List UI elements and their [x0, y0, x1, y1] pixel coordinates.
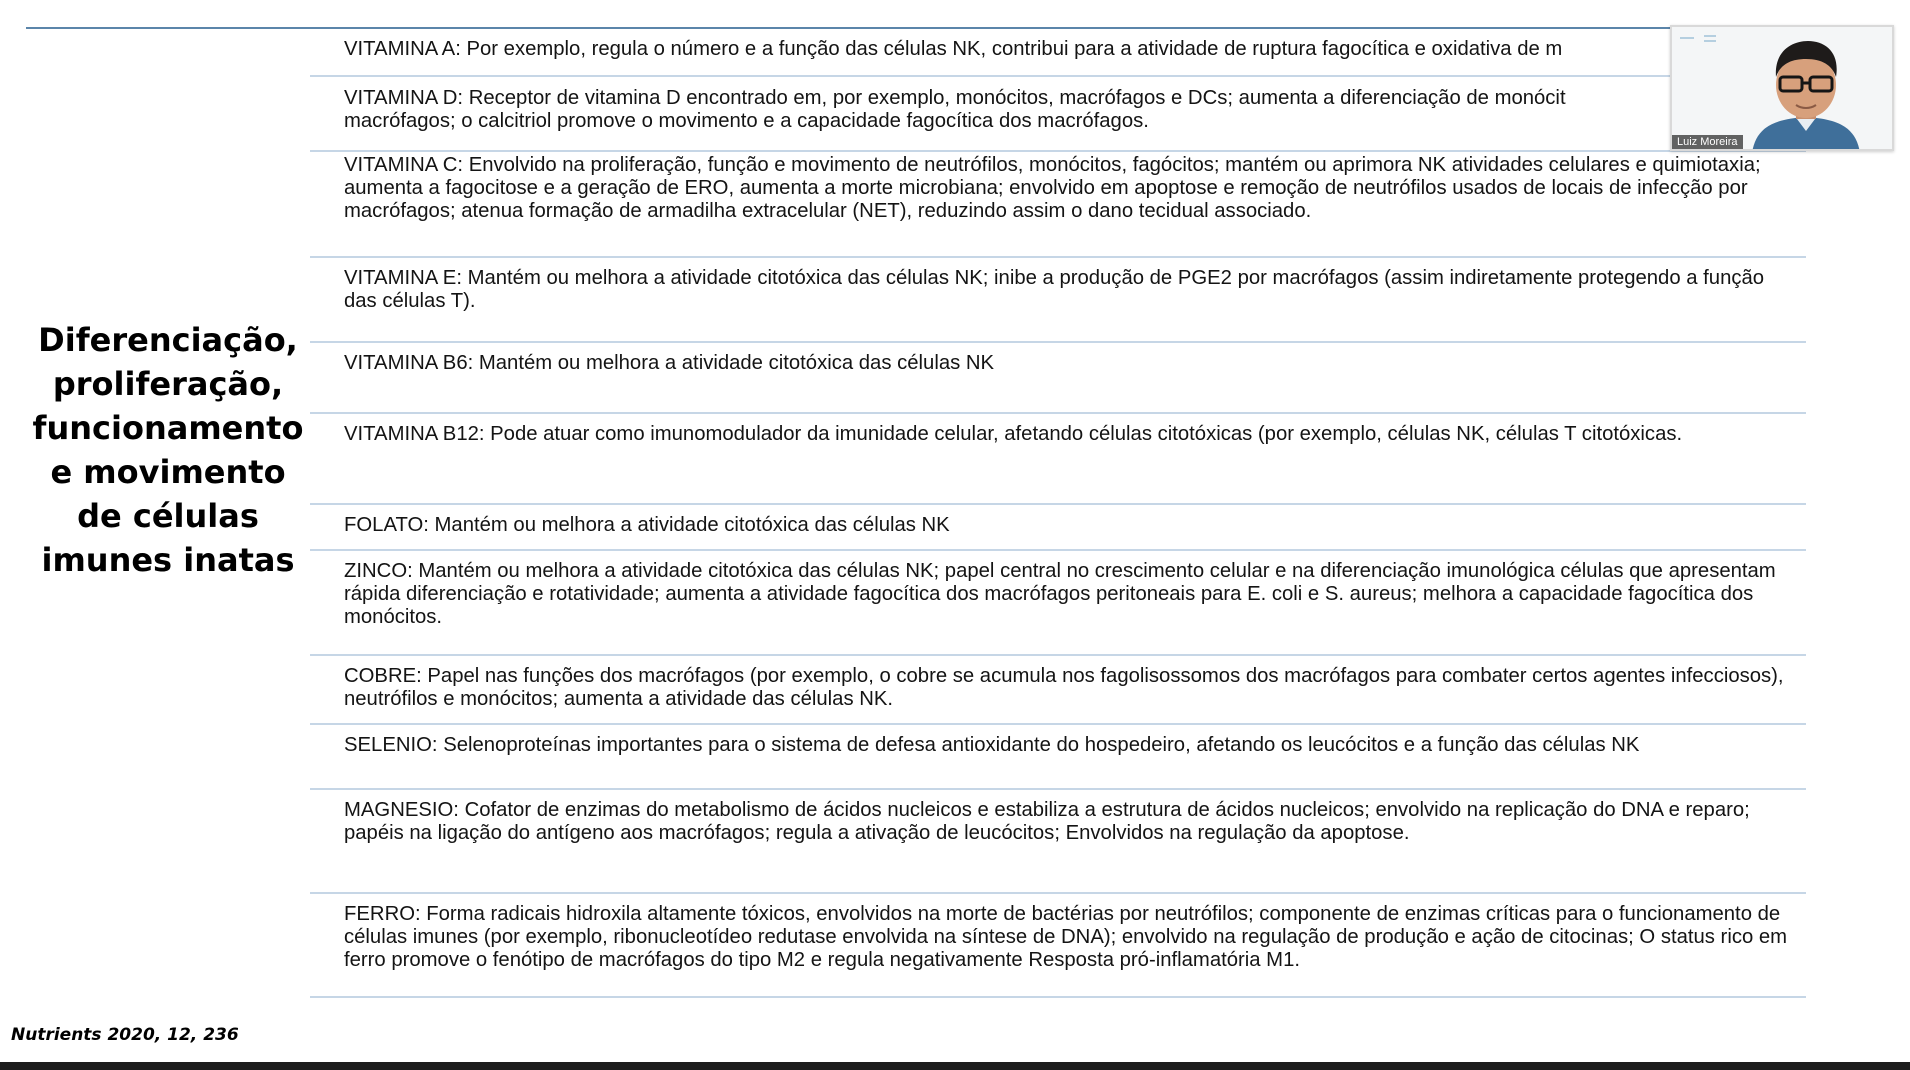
participant-avatar: [1722, 27, 1894, 151]
row-text: SELENIO: Selenoproteínas importantes para o sistema de defesa antioxidante do hospedeiro, afetando os leucócitos e a função das células NK: [344, 734, 1640, 756]
row-text: FERRO: Forma radicais hidroxila altamente tóxicos, envolvidos na morte de bactérias por neutrófilos; componente de enzimas críticas para o funcionamento de células imunes (por exemplo, ribonucleotídeo redutase envolvida na síntese de DNA); envolvido na regulação de produção e ação de citocinas; O status rico em ferro promove o fenótipo de macrófagos do tipo M2 e regula negativamente Resposta pró-inflamatória M1.: [344, 903, 1788, 971]
row-text: VITAMINA D: Receptor de vitamina D encontrado em, por exemplo, monócitos, macrófagos e DCs; aumenta a diferenciação de monócit macrófagos; o calcitriol promove o movimento e a capacidade fagocítica dos macrófagos.: [344, 87, 1566, 132]
table-row: [310, 656, 1806, 725]
citation: Nutrients 2020, 12, 236: [11, 1025, 239, 1045]
row-text: FOLATO: Mantém ou melhora a atividade citotóxica das células NK: [344, 514, 950, 536]
table-row: [310, 29, 1806, 77]
participant-video-tile[interactable]: [1670, 25, 1894, 151]
row-text: ZINCO: Mantém ou melhora a atividade citotóxica das células NK; papel central no crescimento celular e na diferenciação imunológica células que apresentam rápida diferenciação e rotatividade; aumenta a atividade fagocítica dos macrófagos peritoneais para E. coli e S. aureus; melhora a capacidade fagocítica dos monócitos.: [344, 560, 1776, 628]
participant-name-label: Luiz Moreira: [1672, 135, 1743, 149]
table-row: [310, 343, 1806, 414]
bottom-bar: [0, 1062, 1910, 1070]
video-background: [1680, 35, 1720, 45]
table-row: [310, 505, 1806, 551]
table-row: [310, 551, 1806, 656]
row-text: VITAMINA B6: Mantém ou melhora a atividade citotóxica das células NK: [344, 352, 995, 374]
table-row: [310, 414, 1806, 505]
table-row: [310, 894, 1806, 998]
table-row: [310, 152, 1806, 258]
row-text: COBRE: Papel nas funções dos macrófagos (por exemplo, o cobre se acumula nos fagolisossomos dos macrófagos para combater certos agentes infecciosos), neutrófilos e monócitos; aumenta a atividade das células NK.: [344, 665, 1784, 710]
nutrient-table: [310, 29, 1806, 998]
row-text: VITAMINA C: Envolvido na proliferação, função e movimento de neutrófilos, monócitos, fagócitos; mantém ou aprimora NK atividades celulares e quimiotaxia; aumenta a fagocitose e a geração de ERO, aumenta a morte microbiana; envolvido em apoptose e remoção de neutrófilos usados de locais de infecção por macrófagos; atenua formação de armadilha extracelular (NET), reduzindo assim o dano tecidual associado.: [344, 154, 1761, 222]
table-row: [310, 258, 1806, 343]
slide-side-title: Diferenciação, proliferação, funcionamento e movimento de células imunes inatas: [32, 321, 304, 579]
row-text: VITAMINA A: Por exemplo, regula o número e a função das células NK, contribui para a atividade de ruptura fagocítica e oxidativa de m: [344, 38, 1563, 60]
row-text: MAGNESIO: Cofator de enzimas do metabolismo de ácidos nucleicos e estabiliza a estrutura de ácidos nucleicos; envolvido na replicação do DNA e reparo; papéis na ligação do antígeno aos macrófagos; regula a ativação de leucócitos; Envolvidos na regulação da apoptose.: [344, 799, 1750, 844]
table-row: [310, 77, 1806, 152]
table-row: [310, 790, 1806, 894]
table-row: [310, 725, 1806, 790]
row-text: VITAMINA E: Mantém ou melhora a atividade citotóxica das células NK; inibe a produção de PGE2 por macrófagos (assim indiretamente protegendo a função das células T).: [344, 267, 1765, 312]
row-text: VITAMINA B12: Pode atuar como imunomodulador da imunidade celular, afetando células citotóxicas (por exemplo, células NK, células T citotóxicas.: [344, 423, 1683, 445]
